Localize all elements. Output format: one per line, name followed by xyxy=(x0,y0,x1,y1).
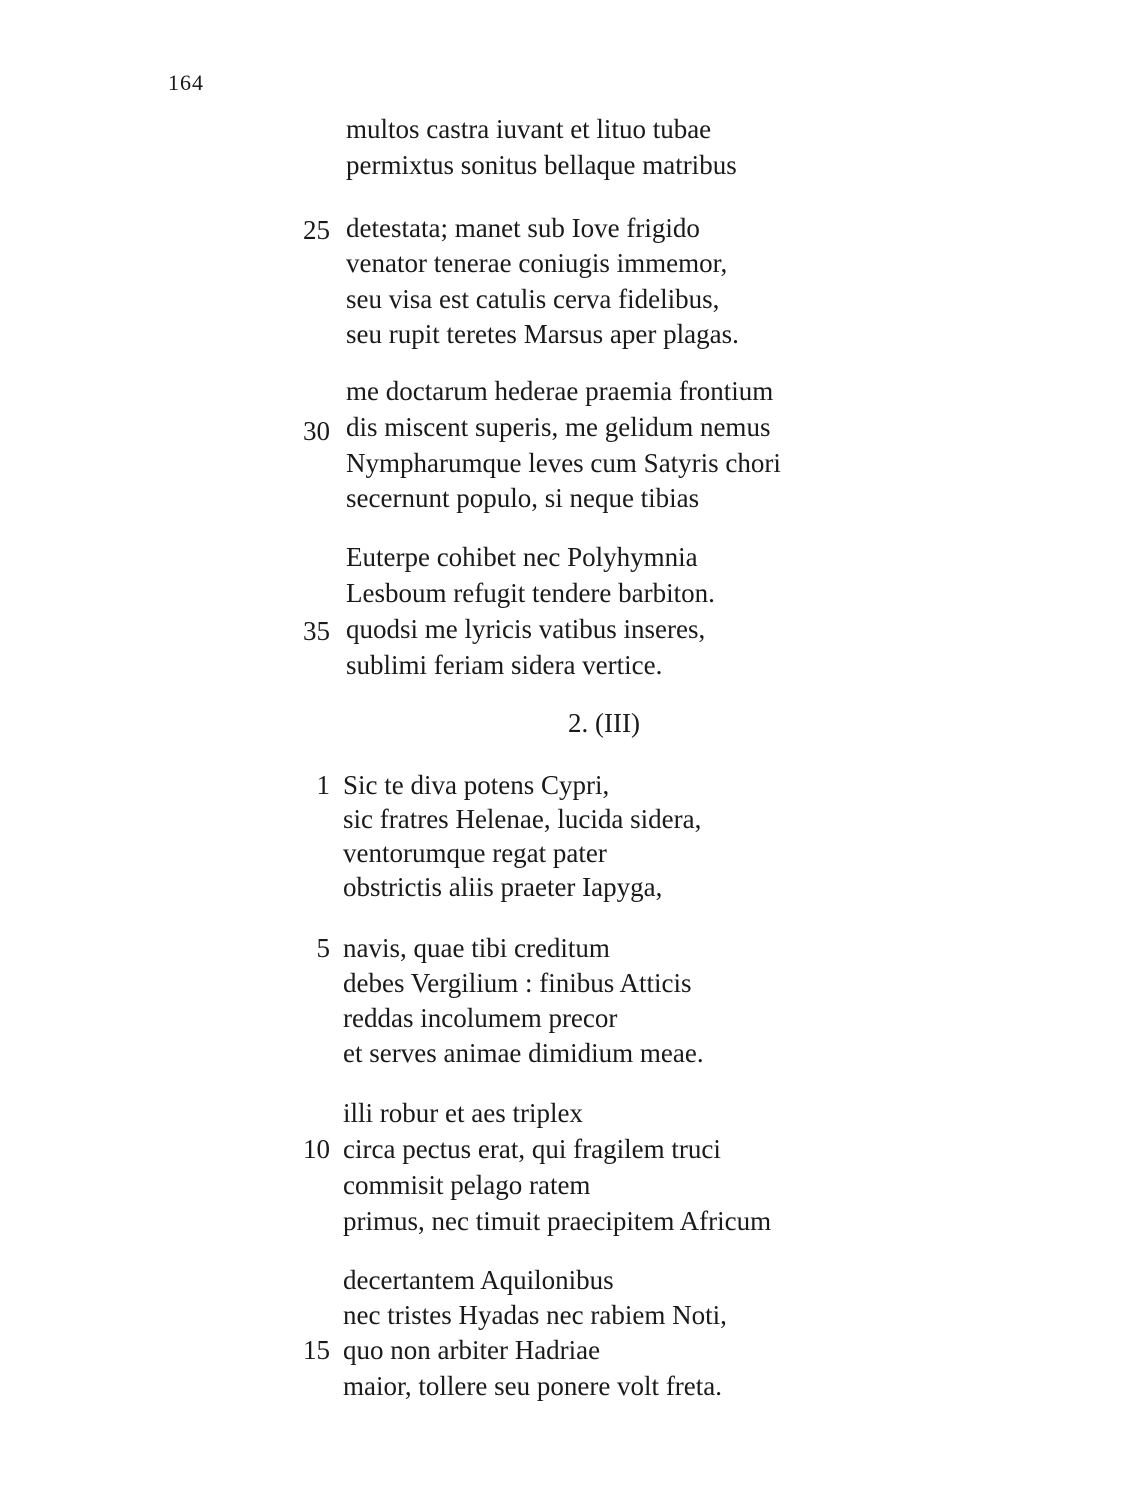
line-number: 25 xyxy=(303,215,330,245)
line-number: 1 xyxy=(316,770,330,800)
verse-line: commisit pelago ratem xyxy=(343,1170,591,1200)
verse-line: navis, quae tibi creditum xyxy=(343,933,610,963)
verse-line: ventorumque regat pater xyxy=(343,838,607,868)
verse-line: circa pectus erat, qui fragilem truci xyxy=(343,1134,721,1164)
verse-line: illi robur et aes triplex xyxy=(343,1098,583,1128)
line-number: 35 xyxy=(303,616,330,646)
section-heading: 2. (III) xyxy=(568,708,640,738)
verse-line: nec tristes Hyadas nec rabiem Noti, xyxy=(343,1300,727,1330)
verse-line: secernunt populo, si neque tibias xyxy=(346,483,700,513)
line-number: 15 xyxy=(303,1335,330,1365)
line-number: 5 xyxy=(316,933,330,963)
line-number: 30 xyxy=(303,416,330,446)
verse-line: Lesboum refugit tendere barbiton. xyxy=(346,578,715,608)
verse-line: seu rupit teretes Marsus aper plagas. xyxy=(346,319,739,349)
line-number: 10 xyxy=(303,1134,330,1164)
verse-line: Nympharumque leves cum Satyris chori xyxy=(346,448,781,478)
verse-line: debes Vergilium : finibus Atticis xyxy=(343,968,692,998)
verse-line: permixtus sonitus bellaque matribus xyxy=(346,150,737,180)
verse-line: multos castra iuvant et lituo tubae xyxy=(346,114,712,144)
verse-line: decertantem Aquilonibus xyxy=(343,1265,614,1295)
page-number: 164 xyxy=(168,70,204,95)
verse-line: me doctarum hederae praemia frontium xyxy=(346,376,774,406)
verse-line: sublimi feriam sidera vertice. xyxy=(346,650,663,680)
verse-line: seu visa est catulis cerva fidelibus, xyxy=(346,284,720,314)
verse-line: Sic te diva potens Cypri, xyxy=(343,770,610,800)
verse-line: detestata; manet sub Iove frigido xyxy=(346,213,700,243)
verse-line: quo non arbiter Hadriae xyxy=(343,1335,601,1365)
verse-line: obstrictis aliis praeter Iapyga, xyxy=(343,872,663,902)
verse-line: reddas incolumem precor xyxy=(343,1003,618,1033)
verse-line: venator tenerae coniugis immemor, xyxy=(346,248,728,278)
verse-line: quodsi me lyricis vatibus inseres, xyxy=(346,614,706,644)
verse-line: primus, nec timuit praecipitem Africum xyxy=(343,1206,772,1236)
verse-line: maior, tollere seu ponere volt freta. xyxy=(343,1371,723,1401)
verse-line: et serves animae dimidium meae. xyxy=(343,1038,704,1068)
verse-line: Euterpe cohibet nec Polyhymnia xyxy=(346,542,698,572)
verse-line: dis miscent superis, me gelidum nemus xyxy=(346,412,771,442)
verse-line: sic fratres Helenae, lucida sidera, xyxy=(343,804,702,834)
